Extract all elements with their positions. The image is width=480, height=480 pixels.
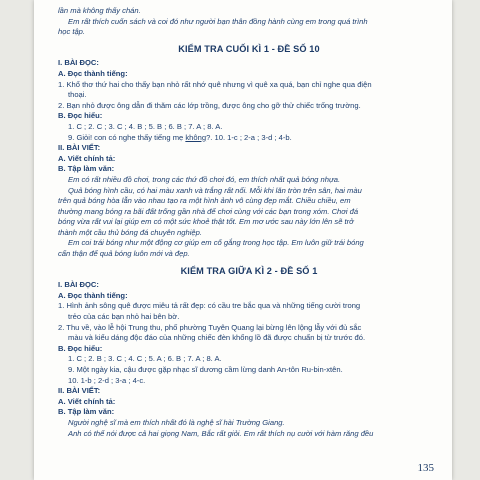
page-number: 135 xyxy=(417,462,434,474)
book-page xyxy=(34,0,452,480)
answer-line: 1. Khổ thơ thứ hai cho thấy bạn nhỏ rất nhớ quê nhưng vì quê xa quá, bạn chỉ nghe qua điện xyxy=(58,79,372,89)
essay-line: thành một cầu thủ bóng đá chuyên nghiệp. xyxy=(58,227,202,237)
sub-heading: B. Đọc hiểu: xyxy=(58,111,103,121)
essay-line: Anh có thể nói được cả hai giọng Nam, Bắc rất giỏi. Em rất thích nụ cười với hàm răng đều xyxy=(68,428,374,438)
section-title: KIỂM TRA GIỮA KÌ 2 - ĐỀ SỐ 1 xyxy=(180,265,318,276)
underlined-word: không xyxy=(185,132,207,142)
part-heading: I. BÀI ĐỌC: xyxy=(58,280,99,290)
part-heading: II. BÀI VIẾT: xyxy=(58,143,101,153)
sub-heading: B. Tập làm văn: xyxy=(58,407,115,417)
answer-line: màu và kiểu dáng độc đáo của những chiếc đèn khổng lồ đã được chuẩn bị từ trước đó. xyxy=(68,333,366,343)
text-line: lần mà không thấy chán. xyxy=(58,6,141,15)
answer-text: ?. 10. 1-c ; 2-a ; 3-d ; 4-b. xyxy=(206,132,292,142)
essay-line: cẩn thận để quả bóng luôn mới và đẹp. xyxy=(58,249,190,259)
text-line: Em rất thích cuốn sách và coi đó như người bạn thân đồng hành cùng em trong quá trình xyxy=(68,16,368,26)
answer-text: 9. Giỏi! con có nghe thấy tiếng mẹ xyxy=(68,132,186,142)
answer-line: 2. Bạn nhỏ được ông dẫn đi thăm các lớp trồng, được ông cho gỡ thử chiếc trống trường. xyxy=(58,100,361,110)
page-content xyxy=(58,6,440,439)
section-title: KIỂM TRA CUỐI KÌ 1 - ĐỀ SỐ 10 xyxy=(178,43,320,54)
answer-line: thoại. xyxy=(68,90,87,100)
sub-heading: A. Viết chính tả: xyxy=(58,153,116,163)
text-line: học tập. xyxy=(58,27,86,37)
answer-line: 9. Một ngày kia, cậu được gặp nhạc sĩ dương cầm lừng danh An-tôn Ru-bin-xtên. xyxy=(68,365,343,374)
sub-heading: A. Viết chính tả: xyxy=(58,396,116,406)
sub-heading: B. Tập làm văn: xyxy=(58,164,115,174)
sub-heading: A. Đọc thành tiếng: xyxy=(58,290,128,300)
essay-line: thường mang bóng ra bãi đất trống gần nhà để chơi cùng với các bạn trong xóm. Chơi đá xyxy=(58,206,359,216)
sub-heading: A. Đọc thành tiếng: xyxy=(58,68,128,78)
answer-key: 1. C ; 2. C ; 3. C ; 4. B ; 5. B ; 6. B ; 7. A ; 8. A. xyxy=(68,121,223,131)
answer-line: trẻo của các bạn nhỏ hai bên bờ. xyxy=(68,312,180,322)
answer-key: 1. C ; 2. B ; 3. C ; 4. C ; 5. A ; 6. B ; 7. A ; 8. A. xyxy=(68,354,222,364)
essay-line: Quả bóng hình cầu, có hai màu xanh và trắng rất nổi. Mỗi khi lăn tròn trên sân, hai màu xyxy=(68,185,362,195)
answer-line xyxy=(58,133,440,144)
essay-line: trên quả bóng hòa lẫn vào nhau tạo ra một hình ảnh vô cùng đẹp mắt. Chiều chiều, em xyxy=(58,196,351,206)
sub-heading: B. Đọc hiểu: xyxy=(58,343,103,353)
answer-line: 1. Hình ảnh sông quê được miêu tả rất đẹp: có cầu tre bắc qua và những tiếng cười trong xyxy=(58,301,361,311)
answer-line: 10. 1-b ; 2-d ; 3-a ; 4-c. xyxy=(68,375,146,385)
essay-line: Em có rất nhiều đồ chơi, trong các thứ đồ chơi đó, em thích nhất quả bóng nhựa. xyxy=(68,174,341,184)
essay-line: bóng vừa rất vui lại giúp em có một sức khoẻ thật tốt. Em mơ ước sau này lớn lên sẽ trở xyxy=(58,217,354,227)
essay-line: Em coi trái bóng như một động cơ giúp em cố gắng trong học tập. Em luôn giữ trái bóng xyxy=(68,238,364,248)
part-heading: I. BÀI ĐỌC: xyxy=(58,58,99,68)
part-heading: II. BÀI VIẾT: xyxy=(58,386,101,396)
essay-line: Người nghệ sĩ mà em thích nhất đó là nghệ sĩ hài Trường Giang. xyxy=(68,417,285,427)
answer-line: 2. Thu về, vào lễ hội Trung thu, phố phường Tuyên Quang lại bừng lên lộng lẫy với đủ sắc xyxy=(58,322,362,332)
